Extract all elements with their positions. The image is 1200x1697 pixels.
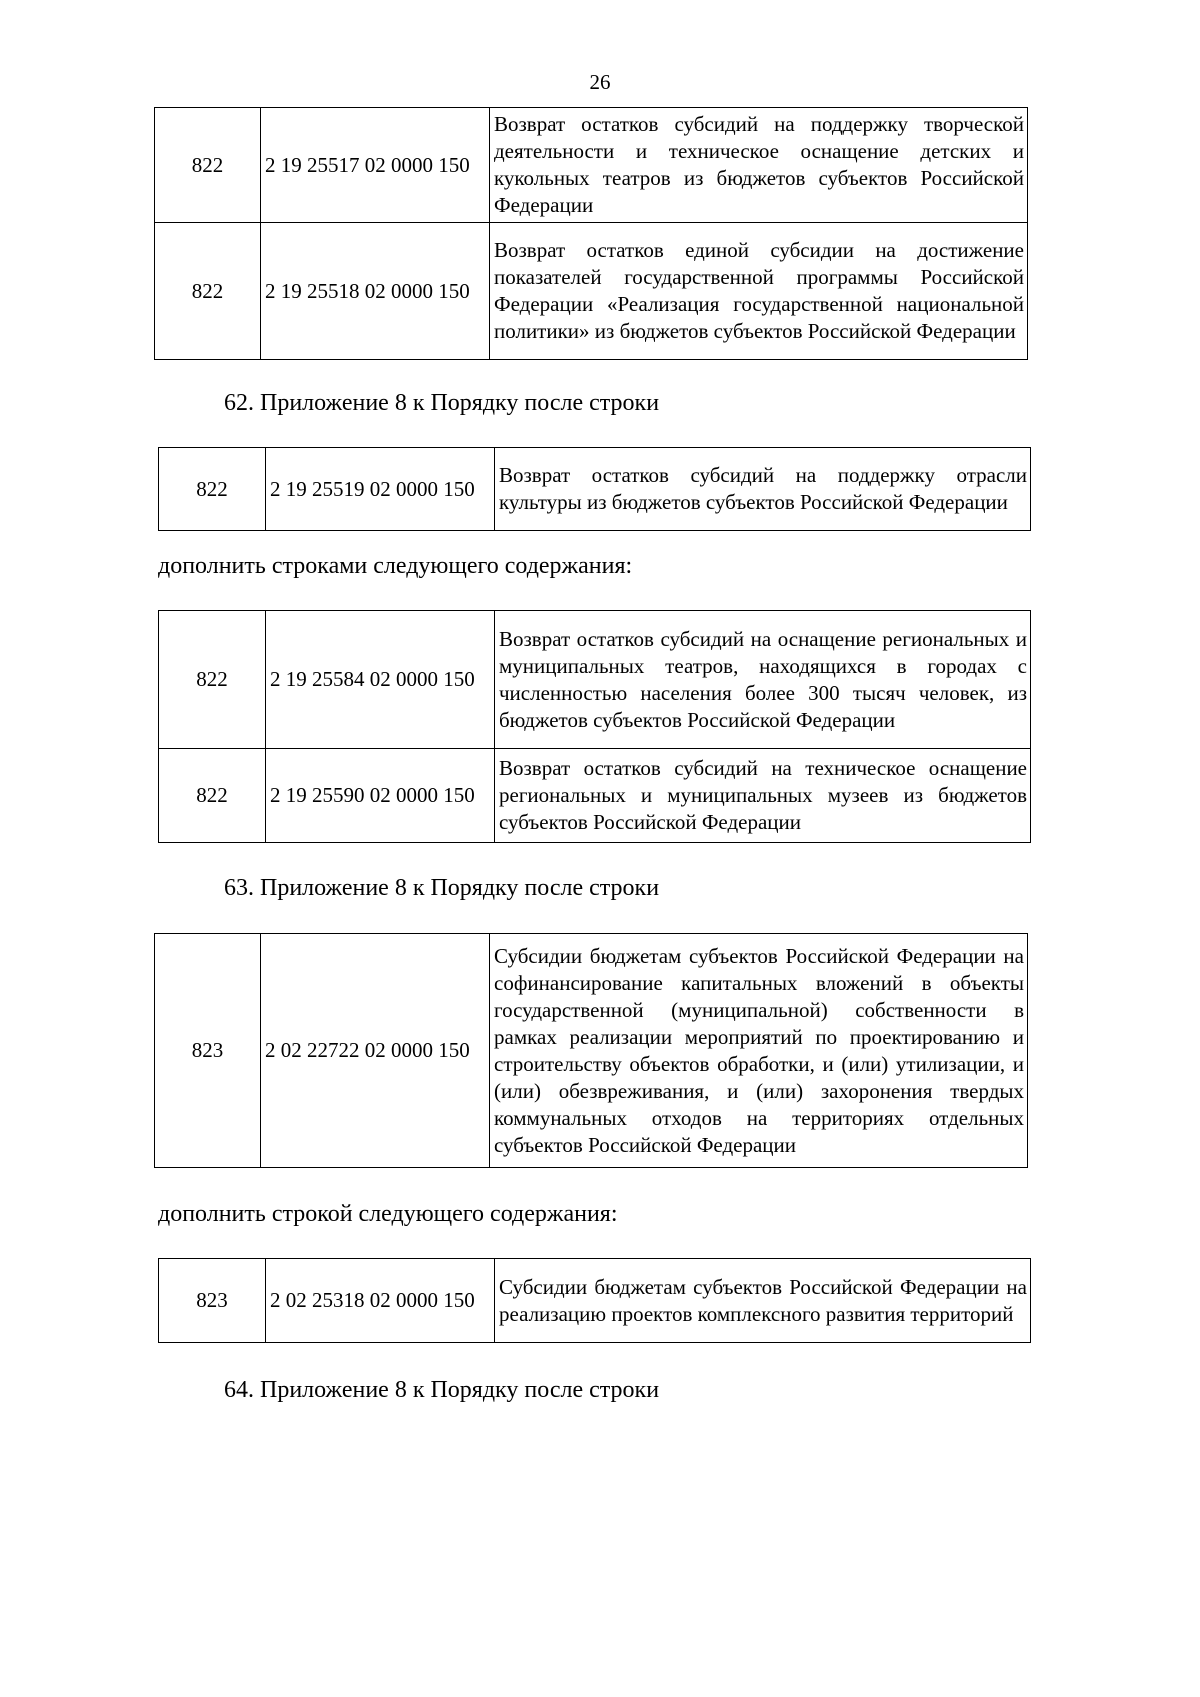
budget-code-cell: 2 02 22722 02 0000 150 [261, 934, 490, 1168]
admin-code-cell: 822 [159, 448, 266, 531]
admin-code-cell: 822 [155, 108, 261, 223]
income-name-cell: Субсидии бюджетам субъектов Российской Федерации на софинансирование капитальных вложений в объекты государственной (муниципальной) собственности в рамках реализации мероприятий по проектированию и строительству объектов обработки, и (или) утилизации, и (или) обезвреживания, и (или) захоронения твердых коммунальных отходов на территориях отдельных субъектов Российской Федерации [490, 934, 1028, 1168]
code-table-1 [154, 107, 1028, 360]
table-row [159, 749, 1031, 843]
table-row [155, 108, 1028, 223]
table-row [155, 223, 1028, 360]
table-row [159, 448, 1031, 531]
income-name-cell: Возврат остатков субсидий на техническое оснащение региональных и муниципальных музеев из бюджетов субъектов Российской Федерации [495, 749, 1031, 843]
supplement-rows-text: дополнить строками следующего содержания: [158, 553, 633, 579]
code-table-3 [158, 610, 1031, 843]
table-row [159, 611, 1031, 749]
budget-code-cell: 2 19 25518 02 0000 150 [261, 223, 490, 360]
admin-code-cell: 822 [159, 611, 266, 749]
budget-code-cell: 2 19 25517 02 0000 150 [261, 108, 490, 223]
income-name-cell: Возврат остатков единой субсидии на достижение показателей государственной программы Российской Федерации «Реализация государственной национальной политики» из бюджетов субъектов Российской Федерации [490, 223, 1028, 360]
table-row [159, 1259, 1031, 1343]
table-row [155, 934, 1028, 1168]
admin-code-cell: 822 [159, 749, 266, 843]
budget-code-cell: 2 19 25519 02 0000 150 [266, 448, 495, 531]
income-name-cell: Субсидии бюджетам субъектов Российской Федерации на реализацию проектов комплексного развития территорий [495, 1259, 1031, 1343]
income-name-cell: Возврат остатков субсидий на поддержку творческой деятельности и техническое оснащение детских и кукольных театров из бюджетов субъектов Российской Федерации [490, 108, 1028, 223]
section-heading-62: 62. Приложение 8 к Порядку после строки [224, 390, 660, 416]
budget-code-cell: 2 19 25584 02 0000 150 [266, 611, 495, 749]
admin-code-cell: 823 [155, 934, 261, 1168]
income-name-cell: Возврат остатков субсидий на оснащение региональных и муниципальных театров, находящихся в городах с численностью населения более 300 тысяч человек, из бюджетов субъектов Российской Федерации [495, 611, 1031, 749]
section-heading-64: 64. Приложение 8 к Порядку после строки [224, 1377, 660, 1403]
code-table-2 [158, 447, 1031, 531]
code-table-4 [154, 933, 1028, 1168]
supplement-row-text: дополнить строкой следующего содержания: [158, 1201, 618, 1227]
budget-code-cell: 2 02 25318 02 0000 150 [266, 1259, 495, 1343]
admin-code-cell: 823 [159, 1259, 266, 1343]
budget-code-cell: 2 19 25590 02 0000 150 [266, 749, 495, 843]
admin-code-cell: 822 [155, 223, 261, 360]
income-name-cell: Возврат остатков субсидий на поддержку отрасли культуры из бюджетов субъектов Российской Федерации [495, 448, 1031, 531]
code-table-5 [158, 1258, 1031, 1343]
section-heading-63: 63. Приложение 8 к Порядку после строки [224, 875, 660, 901]
page-number: 26 [589, 70, 611, 94]
